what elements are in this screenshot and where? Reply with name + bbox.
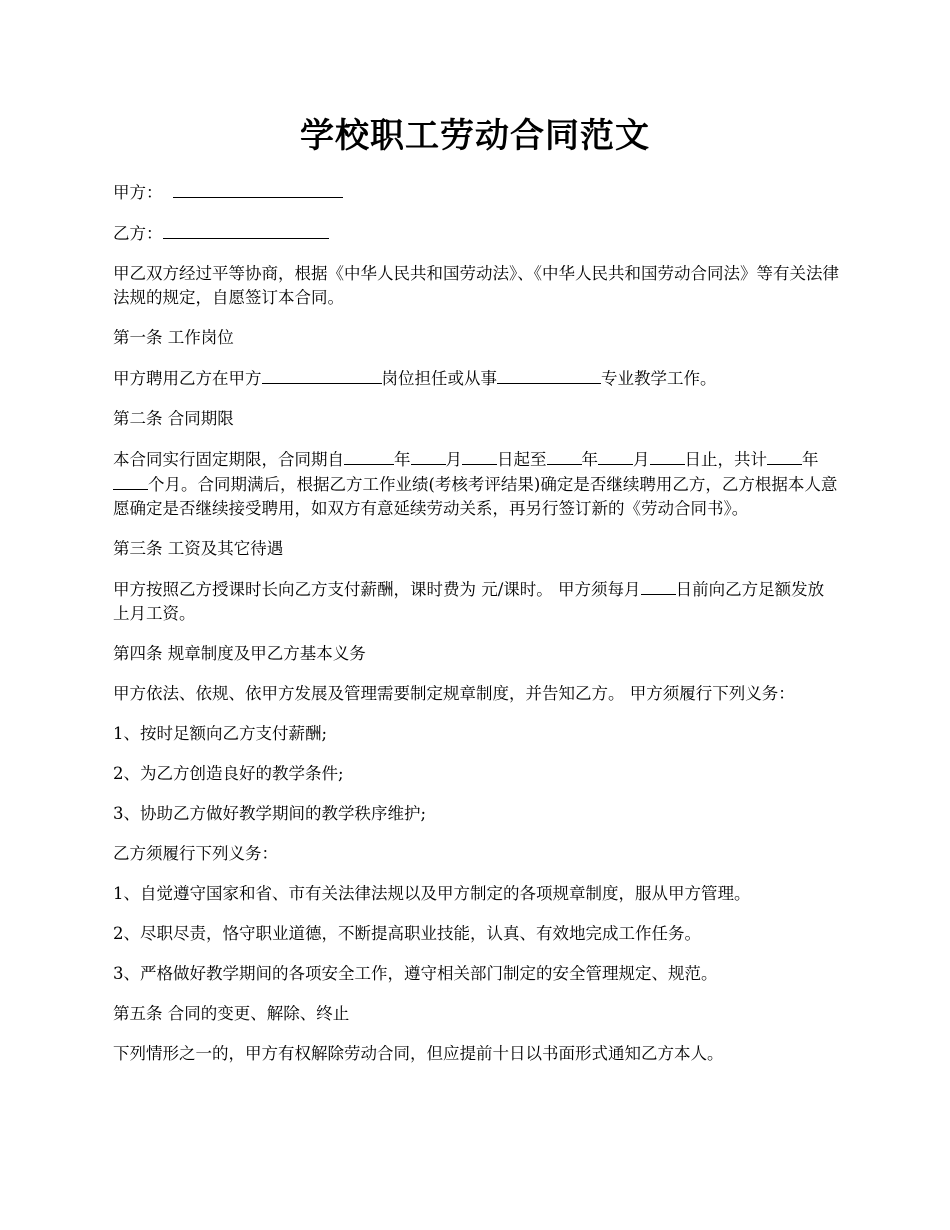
intro-paragraph: 甲乙双方经过平等协商，根据《中华人民共和国劳动法》、《中华人民共和国劳动合同法》等有关法律法规的规定，自愿签订本合同。: [113, 264, 839, 307]
article-3-paragraph: [113, 577, 840, 626]
party-b-duties-intro: 乙方须履行下列义务：: [113, 844, 278, 863]
day-from-label: 日起至: [497, 450, 547, 469]
end-day-blank: [650, 447, 685, 465]
end-year-blank: [547, 447, 582, 465]
party-b-label: 乙方：: [113, 224, 163, 243]
article-3-text-a: 甲方按照乙方授课时长向乙方支付薪酬，课时费为 元/课时。 甲方须每月: [113, 580, 641, 599]
list-item: 1、自觉遵守国家和省、市有关法律法规以及甲方制定的各项规章制度，服从甲方管理。: [113, 884, 751, 903]
party-b-blank: [163, 221, 329, 239]
start-day-blank: [462, 447, 497, 465]
article-2-paragraph: [113, 447, 840, 521]
party-a-blank: [173, 180, 343, 198]
end-year-label: 年: [581, 450, 598, 469]
article-1-text-b: 岗位担任或从事: [381, 369, 497, 388]
article-2-heading: 第二条 合同期限: [113, 409, 234, 428]
article-4-intro: 甲方依法、依规、依甲方发展及管理需要制定规章制度，并告知乙方。 甲方须履行下列义务：: [113, 684, 795, 703]
list-item: 3、协助乙方做好教学期间的教学秩序维护;: [113, 804, 427, 823]
start-month-blank: [411, 447, 446, 465]
pay-day-blank: [641, 577, 676, 595]
position-blank: [262, 366, 382, 384]
document-body: [113, 180, 840, 1082]
article-3-text-b: 日前向乙方足额发放上月工资。: [113, 580, 825, 623]
end-month-blank: [598, 447, 633, 465]
article-5-heading: 第五条 合同的变更、解除、终止: [113, 1004, 350, 1023]
article-1-heading: 第一条 工作岗位: [113, 328, 234, 347]
article-1-text-a: 甲方聘用乙方在甲方: [113, 369, 262, 388]
total-years-label: 年: [802, 450, 819, 469]
end-month-label: 月: [633, 450, 650, 469]
total-months-blank: [113, 472, 148, 490]
day-to-label: 日止，共计: [684, 450, 767, 469]
month-label: 月: [445, 450, 462, 469]
subject-blank: [497, 366, 601, 384]
total-years-blank: [767, 447, 802, 465]
party-b-line: [113, 221, 840, 246]
article-2-text-rest: 个月。合同期满后，根据乙方工作业绩(考核考评结果)确定是否继续聘用乙方，乙方根据本人意愿确定是否继续接受聘用，如双方有意延续劳动关系，再另行签订新的《劳动合同书》。: [113, 475, 838, 518]
list-item: 1、按时足额向乙方支付薪酬;: [113, 724, 328, 743]
article-4-heading: 第四条 规章制度及甲乙方基本义务: [113, 644, 366, 663]
party-a-line: [113, 180, 840, 205]
document-title: 学校职工劳动合同范文: [300, 116, 650, 156]
article-3-heading: 第三条 工资及其它待遇: [113, 539, 284, 558]
start-year-blank: [344, 447, 394, 465]
article-1-text-c: 专业教学工作。: [601, 369, 717, 388]
year-label: 年: [394, 450, 411, 469]
list-item: 3、严格做好教学期间的各项安全工作，遵守相关部门制定的安全管理规定、规范。: [113, 964, 718, 983]
article-1-paragraph: [113, 366, 840, 391]
article-2-text-a: 本合同实行固定期限，合同期自: [113, 450, 344, 469]
list-item: 2、尽职尽责，恪守职业道德，不断提高职业技能，认真、有效地完成工作任务。: [113, 924, 701, 943]
list-item: 2、为乙方创造良好的教学条件;: [113, 764, 344, 783]
article-5-intro: 下列情形之一的，甲方有权解除劳动合同，但应提前十日以书面形式通知乙方本人。: [113, 1044, 724, 1063]
party-a-label: 甲方：: [113, 183, 163, 202]
